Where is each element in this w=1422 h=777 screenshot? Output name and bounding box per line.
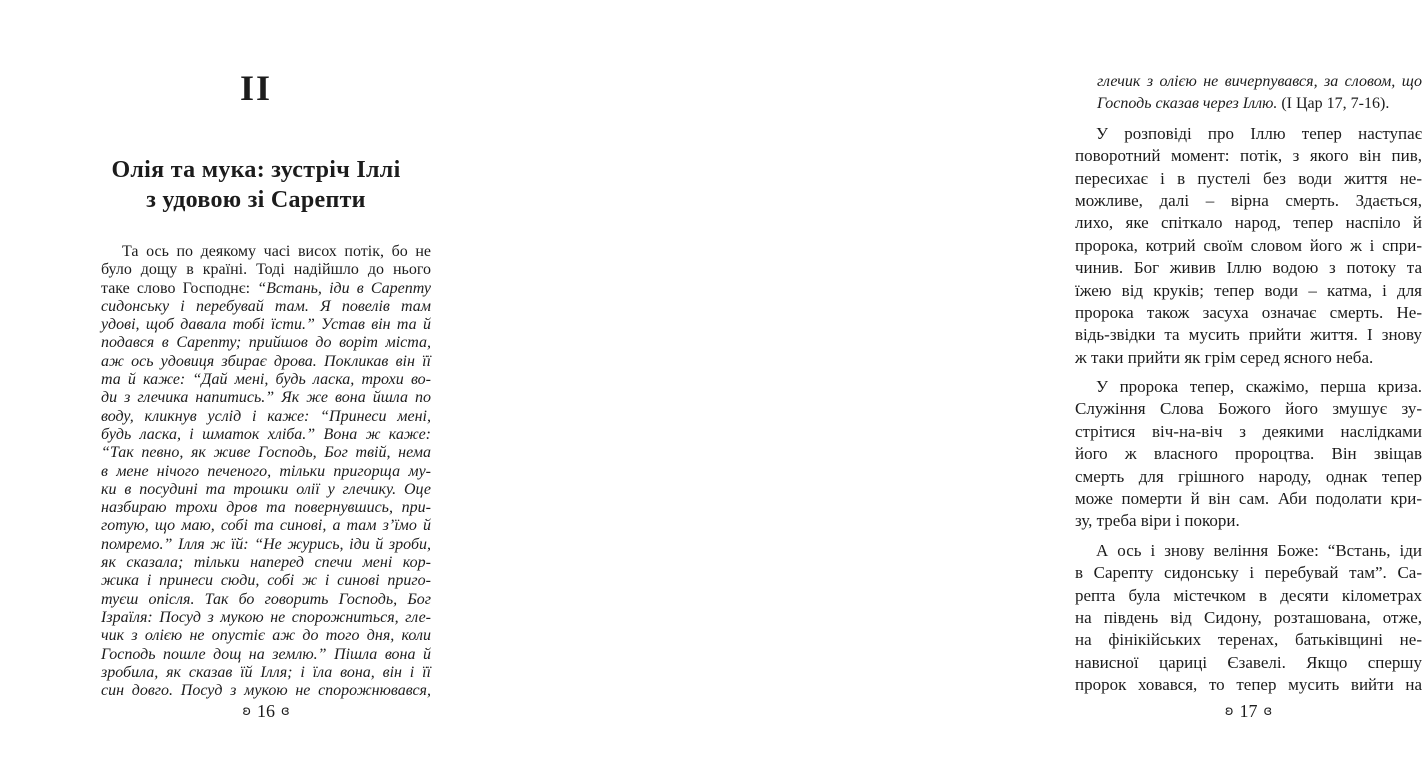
- italic-text-segment: “Встань, іди в Сарепту: [257, 279, 431, 297]
- text-segment: А ось і знову веління Боже: “Встань, іди: [1096, 540, 1422, 560]
- italic-text-segment: син довго. Посуд з мукою не спорожнювався,: [101, 682, 431, 700]
- text-line: [1075, 235, 1422, 257]
- italic-text-segment: туєш опісля. Так бо говорить Господь, Бог: [101, 590, 431, 608]
- text-line: [101, 682, 431, 700]
- text-line: [101, 280, 431, 298]
- italic-text-segment: сидонську і перебувай там. Я повелів там: [101, 297, 431, 315]
- text-line: [1075, 168, 1422, 190]
- text-line: [101, 389, 431, 407]
- italic-text-segment: глечик з олією не вичерпувався, за словом, що: [1097, 73, 1422, 90]
- text-segment: стрітися віч-на-віч з деякими наслідками: [1075, 421, 1422, 441]
- italic-text-segment: воду, кликнув услід і каже: “Принеси мені,: [101, 407, 431, 425]
- text-line: [101, 646, 431, 664]
- text-segment: на фінікійських теренах, батьківщині не-: [1075, 630, 1422, 650]
- text-line: [1075, 145, 1422, 167]
- text-line: [101, 261, 431, 279]
- page-left: [0, 0, 500, 777]
- text-line: [101, 609, 431, 627]
- italic-text-segment: ки в посудині та трошки олії у глечику. Оце: [101, 480, 431, 498]
- text-segment: нависної цариці Єзавелі. Якщо спершу: [1075, 652, 1422, 672]
- text-line: [101, 627, 431, 645]
- text-line: [1075, 302, 1422, 324]
- text-segment: в Сарепту сидонську і перебувай там”. Са-: [1075, 563, 1422, 583]
- text-segment: зу, треба віри і покори.: [1075, 511, 1240, 531]
- text-segment: таке слово Господнє:: [101, 279, 258, 297]
- fleuron-left-icon: ʚ: [242, 704, 251, 719]
- italic-text-segment: “Так певно, як живе Господь, Бог твій, нема: [101, 444, 431, 462]
- text-segment: їжею від круків; тепер води – катма, і для: [1075, 280, 1422, 300]
- italic-text-segment: ди з глечика напитись.” Як же вона йшла по: [101, 389, 431, 407]
- text-line: [101, 316, 431, 334]
- text-line: [101, 408, 431, 426]
- text-segment: (І Цар 17, 7-16).: [1277, 95, 1390, 113]
- text-segment: пророка, котрий своїм словом його ж і спри-: [1075, 235, 1422, 255]
- text-line: [1075, 280, 1422, 302]
- text-segment: смерть для грішного народу, однак тепер: [1075, 466, 1422, 486]
- text-segment: У пророка тепер, скажімо, перша криза.: [1096, 377, 1422, 397]
- italic-text-segment: зробила, як сказав їй Ілля; і їла вона, він і її: [101, 663, 431, 681]
- italic-text-segment: Господь пошле дощ на землю.” Пішла вона й: [101, 645, 431, 663]
- text-segment: було дощу в країні. Тоді надійшло до нього: [101, 261, 431, 279]
- text-line: [1075, 212, 1422, 234]
- text-line: [101, 371, 431, 389]
- italic-text-segment: аж ось удовиця збирає дрова. Покликав він її: [101, 352, 431, 370]
- chapter-title-line-1: Олія та мука: зустріч Іллі: [111, 157, 401, 183]
- right-page-text: [1075, 71, 1422, 697]
- italic-text-segment: жика і принеси сюди, собі ж і синові приго-: [101, 572, 431, 590]
- text-line: [101, 664, 431, 682]
- bible-quote-paragraph: [1075, 71, 1422, 116]
- text-line: [101, 334, 431, 352]
- text-line: [101, 353, 431, 371]
- fleuron-right-icon: ɞ: [1263, 704, 1273, 719]
- paragraph: [101, 243, 431, 700]
- text-line: [1075, 398, 1422, 420]
- text-line: [101, 426, 431, 444]
- text-line: [101, 517, 431, 535]
- text-line: [1075, 123, 1422, 145]
- text-segment: можливе, далі – вірна смерть. Здається,: [1075, 190, 1422, 210]
- text-line: [1075, 674, 1422, 696]
- fleuron-left-icon: ʚ: [1224, 704, 1234, 719]
- text-line: [1075, 652, 1422, 674]
- italic-text-segment: Господь сказав через Іллю.: [1097, 95, 1278, 113]
- chapter-title: [76, 155, 436, 215]
- paragraph: [1075, 540, 1422, 697]
- text-line: [1075, 585, 1422, 607]
- text-line: [1075, 257, 1422, 279]
- page-footer-left: [101, 701, 431, 722]
- text-line: [101, 499, 431, 517]
- paragraph: [1075, 376, 1422, 533]
- text-segment: лихо, яке спіткало народ, тепер наспіло й: [1075, 213, 1422, 233]
- text-segment: чинив. Бог живив Іллю водою з потоку та: [1075, 258, 1422, 278]
- page-number-left: 16: [257, 701, 275, 721]
- text-line: [1075, 510, 1422, 532]
- text-line: [1075, 466, 1422, 488]
- text-line: [101, 298, 431, 316]
- text-segment: на південь від Сидону, розташована, отже,: [1075, 607, 1422, 627]
- text-line: [101, 572, 431, 590]
- text-line: [101, 554, 431, 572]
- text-segment: поворотний момент: потік, з якого він пив,: [1075, 146, 1422, 166]
- text-line: [1075, 629, 1422, 651]
- text-line: [1075, 488, 1422, 510]
- text-line: [1075, 540, 1422, 562]
- italic-text-segment: в мене нічого печеного, тільки пригорща му-: [101, 462, 431, 480]
- text-line: [1075, 347, 1422, 369]
- text-line: [1075, 421, 1422, 443]
- text-line: [1075, 190, 1422, 212]
- text-segment: У розповіді про Іллю тепер наступає: [1096, 123, 1422, 143]
- text-segment: репта була містечком в десяти кілометрах: [1075, 585, 1422, 605]
- text-segment: ж таки прийти як грім серед ясного неба.: [1075, 347, 1374, 367]
- fleuron-right-icon: ɞ: [281, 704, 290, 719]
- italic-text-segment: як сказала; тільки наперед спечи мені кор-: [101, 554, 431, 572]
- italic-text-segment: подався в Сарепту; прийшов до воріт міста,: [101, 334, 431, 352]
- text-line: [1075, 324, 1422, 346]
- text-line: [101, 243, 431, 261]
- page-number-right: 17: [1239, 701, 1258, 721]
- italic-text-segment: будь ласка, і шматок хліба.” Вона ж каже:: [101, 425, 431, 443]
- text-segment: його ж власного пророцтва. Він звіщав: [1075, 444, 1422, 464]
- text-line: [101, 591, 431, 609]
- text-line: [1075, 93, 1422, 115]
- text-segment: Служіння Слова Божого його змушує зу-: [1075, 399, 1422, 419]
- page-right: [500, 0, 1422, 777]
- text-segment: пророк ховався, то тепер мусить вийти на: [1075, 675, 1422, 695]
- text-line: [1075, 562, 1422, 584]
- text-line: [101, 444, 431, 462]
- paragraph: [1075, 123, 1422, 369]
- italic-text-segment: готую, що маю, собі та синові, а там з’їмо й: [101, 517, 431, 535]
- italic-text-segment: Ізраїля: Посуд з мукою не спорожниться, гле-: [101, 608, 431, 626]
- italic-text-segment: та й каже: “Дай мені, будь ласка, трохи во-: [101, 371, 431, 389]
- text-line: [1075, 607, 1422, 629]
- text-segment: пророка також засуха означає смерть. Не-: [1075, 302, 1422, 322]
- chapter-numeral: ІІ: [239, 68, 273, 108]
- italic-text-segment: помремо.” Ілля ж їй: “Не журись, іди й зроби,: [101, 535, 431, 553]
- text-line: [1075, 443, 1422, 465]
- italic-text-segment: удові, щоб давала тобі їсти.” Устав він та й: [101, 316, 431, 334]
- chapter-title-line-2: з удовою зі Сарепти: [146, 187, 366, 213]
- text-line: [1075, 376, 1422, 398]
- text-segment: Та ось по деякому часі висох потік, бо не: [122, 243, 431, 260]
- text-line: [101, 463, 431, 481]
- italic-text-segment: назбираю трохи дров та повернувшись, при-: [101, 499, 431, 517]
- text-segment: відь-звідки та мусить прийти життя. І знову: [1075, 325, 1422, 345]
- text-segment: пересихає і в пустелі без води життя не-: [1075, 168, 1422, 188]
- text-line: [1075, 71, 1422, 93]
- text-line: [101, 536, 431, 554]
- text-segment: може померти й він сам. Аби подолати кри-: [1075, 489, 1422, 509]
- text-line: [101, 481, 431, 499]
- page-footer-right: [1075, 701, 1422, 722]
- italic-text-segment: чик з олією не опустіє аж до того дня, коли: [101, 627, 431, 645]
- left-page-text: [101, 243, 431, 700]
